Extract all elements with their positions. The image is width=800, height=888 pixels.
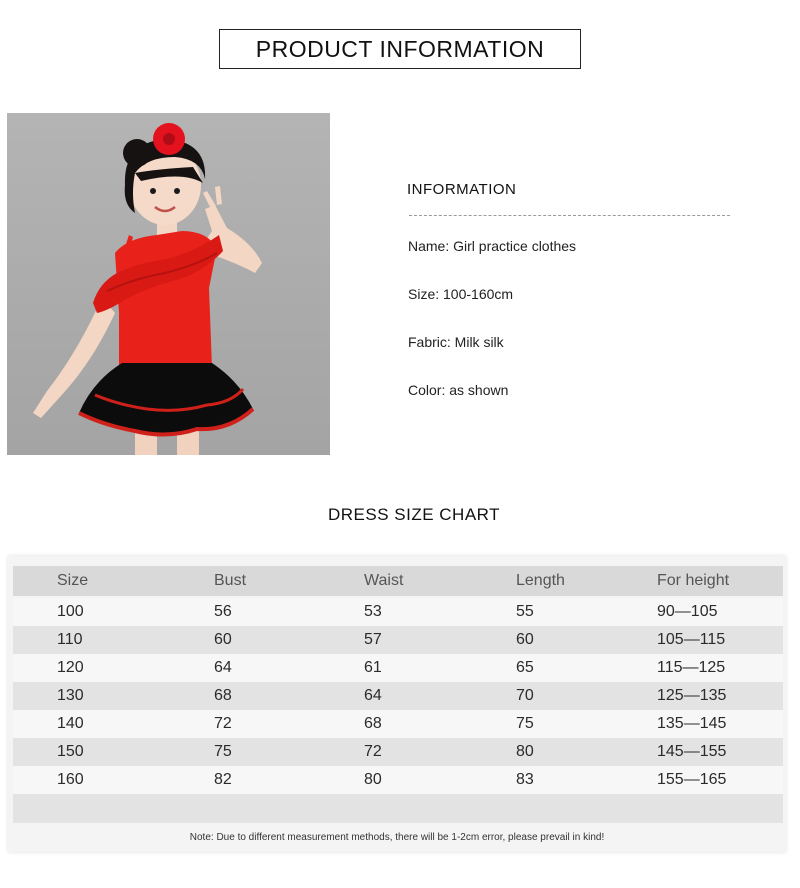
cell-bust: 64 [214,659,232,676]
cell-waist: 53 [364,603,382,620]
info-fabric: Fabric: Milk silk [408,334,504,350]
cell-waist: 64 [364,687,382,704]
cell-length: 70 [516,687,534,704]
table-row [13,710,783,738]
cell-bust: 75 [214,743,232,760]
info-size: Size: 100-160cm [408,286,514,302]
info-color: Color: as shown [408,382,509,398]
page-header [219,29,581,69]
cell-height: 155—165 [657,771,727,788]
table-row [13,682,783,710]
cell-length: 83 [516,771,534,788]
cell-length: 55 [516,603,534,620]
cell-waist: 68 [364,715,382,732]
cell-waist: 80 [364,771,382,788]
cell-height: 145—155 [657,743,727,760]
girl-dance-outfit-illustration [7,113,330,455]
cell-size: 140 [57,715,84,732]
table-row [13,626,783,654]
cell-size: 110 [57,631,83,648]
information-divider [409,215,730,216]
column-header-length: Length [516,572,565,589]
table-row [13,654,783,682]
cell-height: 135—145 [657,715,727,732]
cell-length: 65 [516,659,534,676]
table-row [13,766,783,794]
cell-length: 80 [516,743,534,760]
information-heading: INFORMATION [407,181,517,198]
cell-length: 60 [516,631,534,648]
size-chart-title: DRESS SIZE CHART [327,505,501,524]
cell-bust: 82 [214,771,232,788]
cell-waist: 57 [364,631,382,648]
info-name: Name: Girl practice clothes [408,238,577,254]
table-row [13,738,783,766]
cell-bust: 56 [214,603,232,620]
cell-height: 105—115 [657,631,726,648]
cell-waist: 61 [364,659,382,676]
product-photo [7,113,330,455]
cell-length: 75 [516,715,534,732]
cell-size: 130 [57,687,84,704]
cell-size: 160 [57,771,84,788]
column-header-bust: Bust [214,572,247,589]
cell-bust: 60 [214,631,232,648]
cell-size: 150 [57,743,84,760]
size-chart-table [8,556,786,852]
page-title: PRODUCT INFORMATION [255,35,545,62]
column-header-waist: Waist [364,572,404,589]
column-header-size: Size [57,572,89,589]
cell-bust: 68 [214,687,232,704]
cell-height: 115—125 [657,659,726,676]
cell-size: 100 [57,603,84,620]
measurement-note: Note: Due to different measurement methods, there will be 1-2cm error, please prevail in kind! [189,832,605,843]
table-blank-row [13,794,783,823]
cell-size: 120 [57,659,84,676]
cell-waist: 72 [364,743,382,760]
column-header-height: For height [657,572,730,589]
cell-height: 90—105 [657,603,718,620]
cell-height: 125—135 [657,687,727,704]
table-header-row [13,566,783,596]
cell-bust: 72 [214,715,232,732]
table-row [13,598,783,626]
